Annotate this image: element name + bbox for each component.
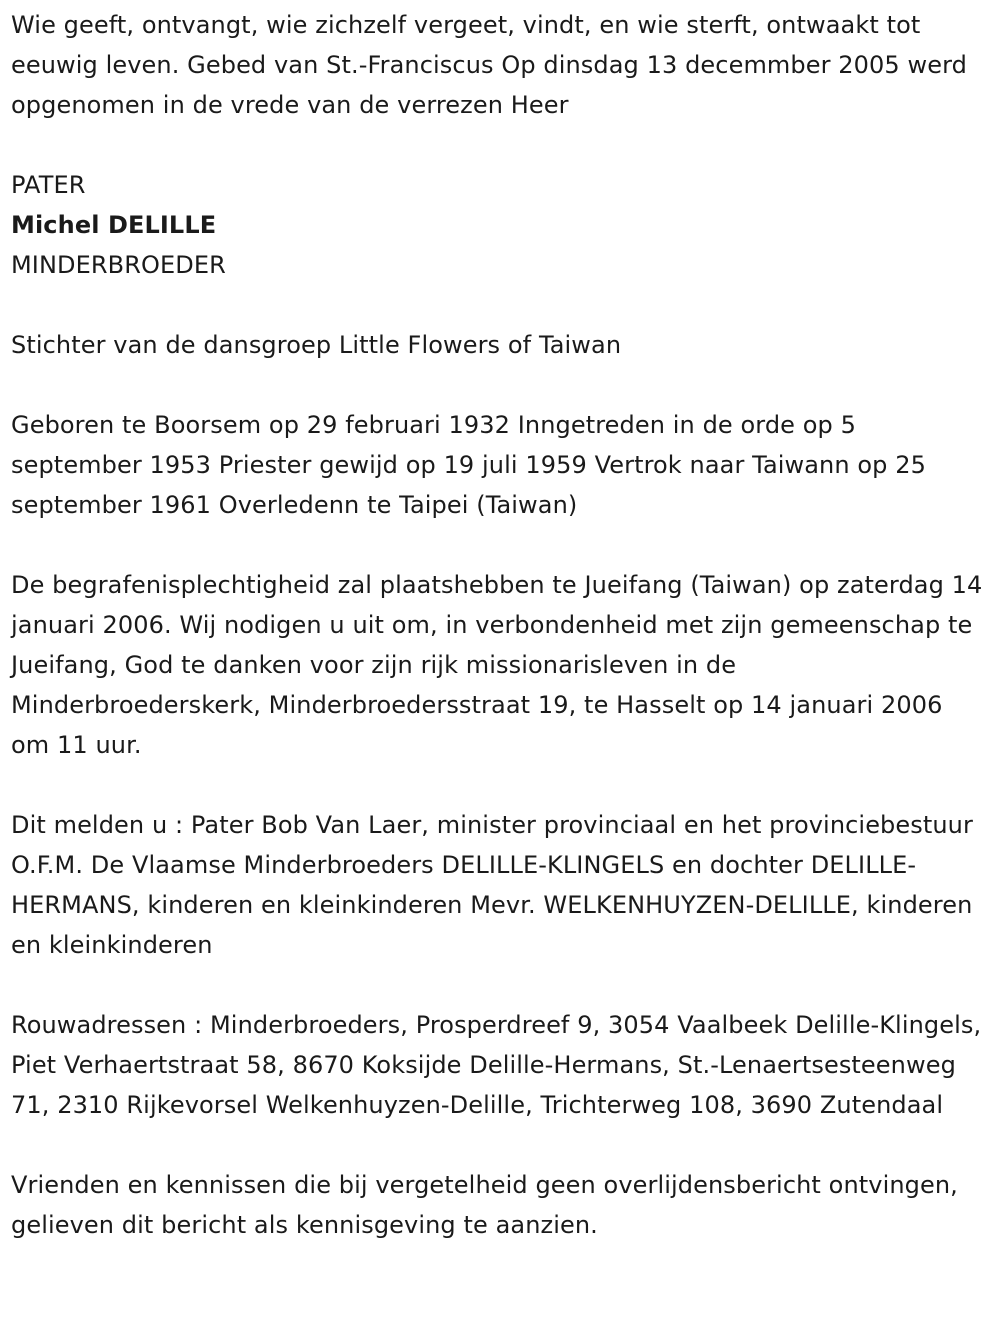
funeral-paragraph: De begrafenisplechtigheid zal plaatshebben te Jueifang (Taiwan) op zaterdag 14 januari 2006. Wij nodigen u uit om, in verbondenheid met zijn gemeenschap te Jueifang, God te danken voor zijn rijk missionarisleven in de Minderbroederskerk, Minderbroedersstraat 19, te Hasselt op 14 januari 2006 om 11 uur. bbox=[11, 571, 983, 759]
spacer bbox=[11, 525, 986, 565]
spacer bbox=[11, 125, 986, 165]
deceased-name: Michel DELILLE bbox=[11, 211, 217, 239]
announcers-paragraph: Dit melden u : Pater Bob Van Laer, minister provinciaal en het provinciebestuur O.F.M. De Vlaamse Minderbroeders DELILLE-KLINGELS en dochter DELILLE-HERMANS, kinderen en kleinkinderen Mevr. WELKENHUYZEN-DELILLE, kinderen en kleinkinderen bbox=[11, 811, 973, 959]
spacer bbox=[11, 965, 986, 1005]
biography-paragraph: Geboren te Boorsem op 29 februari 1932 Inngetreden in de orde op 5 september 1953 Priester gewijd op 19 juli 1959 Vertrok naar Taiwann op 25 september 1961 Overledenn te Taipei (Taiwan) bbox=[11, 411, 926, 519]
spacer bbox=[11, 365, 986, 405]
intro-prayer-paragraph: Wie geeft, ontvangt, wie zichzelf vergeet, vindt, en wie sterft, ontwaakt tot eeuwig leven. Gebed van St.-Franciscus Op dinsdag 13 decemmber 2005 werd opgenomen in de vrede van de verrezen Heer bbox=[11, 11, 967, 119]
spacer bbox=[11, 765, 986, 805]
obituary-notice bbox=[11, 5, 986, 1245]
title-prefix: PATER bbox=[11, 171, 86, 199]
spacer bbox=[11, 285, 986, 325]
spacer bbox=[11, 1125, 986, 1165]
title-suffix: MINDERBROEDER bbox=[11, 251, 226, 279]
founder-line: Stichter van de dansgroep Little Flowers of Taiwan bbox=[11, 331, 622, 359]
closing-notice-paragraph: Vrienden en kennissen die bij vergetelheid geen overlijdensbericht ontvingen, gelieven dit bericht als kennisgeving te aanzien. bbox=[11, 1171, 958, 1239]
condolence-addresses-paragraph: Rouwadressen : Minderbroeders, Prosperdreef 9, 3054 Vaalbeek Delille-Klingels, Piet Verhaertstraat 58, 8670 Koksijde Delille-Hermans, St.-Lenaertsesteenweg 71, 2310 Rijkevorsel Welkenhuyzen-Delille, Trichterweg 108, 3690 Zutendaal bbox=[11, 1011, 982, 1119]
